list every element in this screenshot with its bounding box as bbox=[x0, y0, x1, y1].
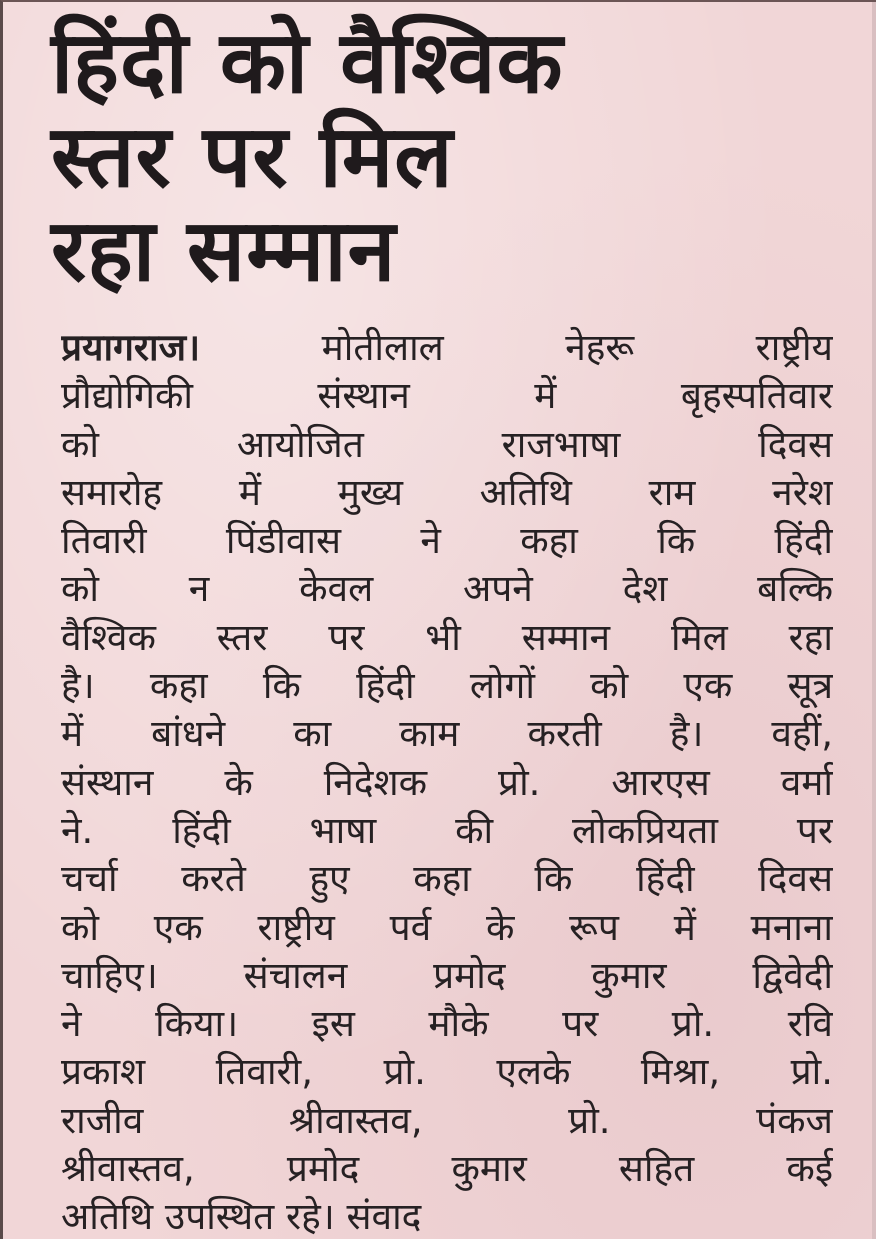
article-line-text: मोतीलाल नेहरू राष्ट्रीय bbox=[321, 326, 833, 369]
article-line: प्रकाश तिवारी, प्रो. एलके मिश्रा, प्रो. bbox=[61, 1050, 833, 1094]
article-body bbox=[61, 324, 833, 1239]
article-line: ने किया। इस मौके पर प्रो. रवि bbox=[61, 1002, 833, 1046]
headline-line: हिंदी को वैश्विक bbox=[51, 13, 564, 113]
headline-line: स्तर पर मिल bbox=[51, 107, 454, 207]
article-line: वैश्विक स्तर पर भी सम्मान मिल रहा bbox=[61, 615, 833, 659]
article-line: को एक राष्ट्रीय पर्व के रूप में मनाना bbox=[61, 905, 833, 949]
article-line: तिवारी पिंडीवास ने कहा कि हिंदी bbox=[61, 519, 833, 563]
article-line: राजीव श्रीवास्तव, प्रो. पंकज bbox=[61, 1098, 833, 1142]
article-line: संस्थान के निदेशक प्रो. आरएस वर्मा bbox=[61, 760, 833, 804]
article-line: समारोह में मुख्य अतिथि राम नरेश bbox=[61, 470, 833, 514]
article-line: को आयोजित राजभाषा दिवस bbox=[61, 422, 833, 466]
page-edge bbox=[872, 2, 876, 1239]
headline bbox=[51, 13, 851, 301]
article-line: प्रौद्योगिकी संस्थान में बृहस्पतिवार bbox=[61, 374, 833, 418]
article-line: ने. हिंदी भाषा की लोकप्रियता पर bbox=[61, 808, 833, 852]
article-line bbox=[61, 324, 833, 372]
headline-line: रहा सम्मान bbox=[51, 201, 397, 301]
dateline: प्रयागराज। bbox=[61, 326, 201, 369]
article-line: को न केवल अपने देश बल्कि bbox=[61, 567, 833, 611]
article-line: में बांधने का काम करती है। वहीं, bbox=[61, 712, 833, 756]
article-line: चाहिए। संचालन प्रमोद कुमार द्विवेदी bbox=[61, 953, 833, 997]
article-line: अतिथि उपस्थित रहे। संवाद bbox=[61, 1195, 422, 1239]
article-line: है। कहा कि हिंदी लोगों को एक सूत्र bbox=[61, 664, 833, 708]
article-line: श्रीवास्तव, प्रमोद कुमार सहित कई bbox=[61, 1147, 833, 1191]
article-line: चर्चा करते हुए कहा कि हिंदी दिवस bbox=[61, 857, 833, 901]
